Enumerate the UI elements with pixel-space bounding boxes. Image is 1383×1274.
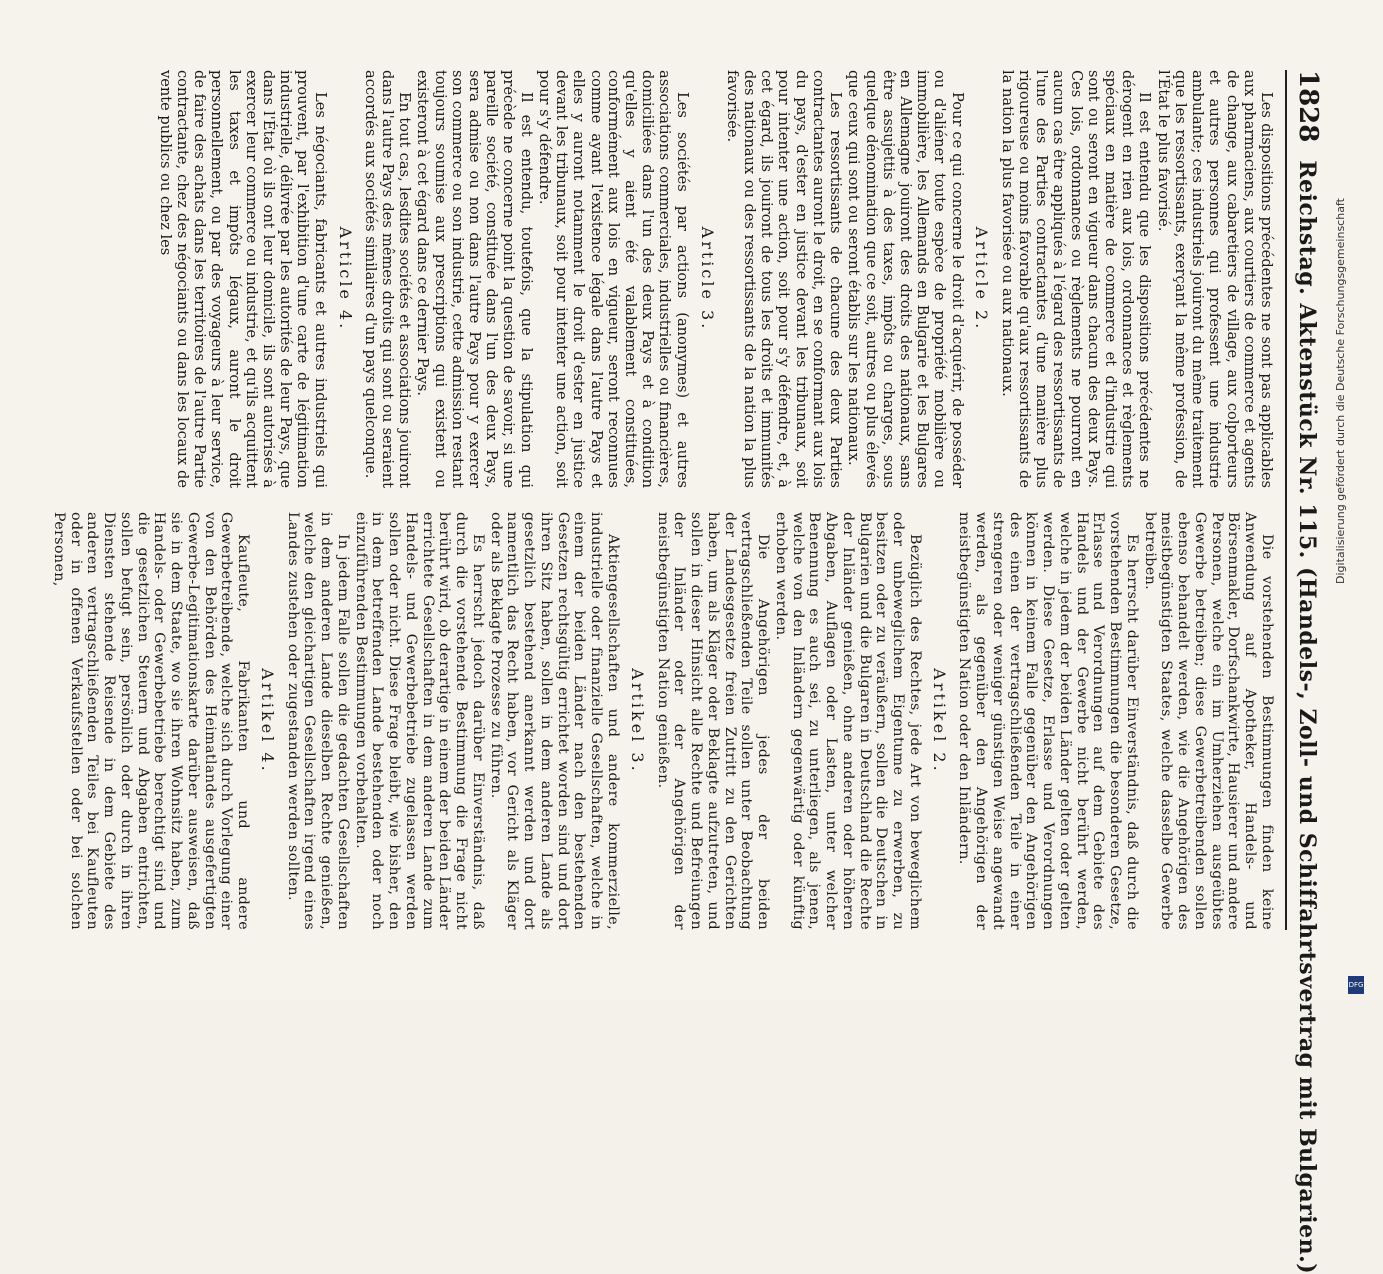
paragraph: Bezüglich des Rechtes, jede Art von beweglichem oder unbeweglichem Eigentume zu erwerben, zu besitzen oder zu veräußern, sollen die Deutschen in Bulgarien und die Bulgaren in Deutschland die Rechte der Inländer genießen, ohne anderen oder höheren Abgaben, Auflagen oder Lasten, unter welcher Benennung es auch sei, zu unterliegen, als jenen, welche von den Inländern gegenwärtig oder künftig erhoben werden. xyxy=(772,512,923,930)
dfg-logo-icon: DFG xyxy=(1348,976,1364,994)
paragraph: In jedem Falle sollen die gedachten Gesellschaften in dem anderen Lande dieselben Rechte genießen, welche den gleichartigen Gesellschaften irgend eines Landes zustehen oder zugestanden werden sollten. xyxy=(284,512,351,930)
paragraph: Aktiengesellschaften und andere kommerzielle, industrielle oder finanzielle Gesellschaften, welche in einem der beiden Länder nach den bestehenden Gesetzen rechtsgültig errichtet worden sind und dort ihren Sitz haben, sollen in dem anderen Lande als gesetzlich bestehend anerkannt werden und dort namentlich das Recht haben, vor Gericht als Kläger oder als Beklagte Prozesse zu führen. xyxy=(487,512,621,930)
text-columns xyxy=(50,70,1275,930)
paragraph: Les dispositions précédentes ne sont pas applicables aux pharmaciens, aux courtiers de commerce et agents de change, aux cabaretiers de village, aux colporteurs et autres personnes qui professent une industrie ambulante; ces industriels jouiront du même traitement que les ressortissants, exerçant la même profession, de l'État le plus favorisé. xyxy=(1154,70,1275,488)
paragraph: Pour ce qui concerne le droit d'acquérir, de posséder ou d'aliéner toute espèce de propriété mobilière ou immobilière, les Allemands en Bulgarie et les Bulgares en Allemagne jouiront des droits des nationaux, sans être assujettis à des taxes, impôts ou charges, sous quelque dénomination que ce soit, autres ou plus élevés que ceux qui sont ou seront établis sur les nationaux. xyxy=(845,70,966,488)
paragraph: Es herrscht jedoch darüber Einverständnis, daß durch die vorstehende Bestimmung die Frage nicht berührt wird, ob derartige in einem der beiden Länder errichtete Gesellschaften in dem anderen Lande zum Handels- und Gewerbebetriebe zugelassen werden sollen oder nicht. Diese Frage bleibt, wie bisher, den in dem betreffenden Lande bestehenden oder noch einzuführenden Bestimmungen vorbehalten. xyxy=(352,512,486,930)
paragraph: Les négociants, fabricants et autres industriels qui prouvent, par l'exhibition d'une carte de légitimation industrielle, délivrée par les autorités de leur Pays, que dans l'État où ils ont leur domicile, ils sont autorisés à exercer leur commerce ou industrie, et qu'ils acquittent les taxes et impôts légaux, auront le droit personnellement, ou par des voyageurs à leur service, de faire des achats dans les territoires de l'autre Partie contractante, chez des négociants ou dans les locaux de vente publics ou chez les xyxy=(156,70,329,488)
article-heading: Artikel 3. xyxy=(627,668,647,774)
paragraph: Les sociétés par actions (anonymes) et autres associations commerciales, industrielles ou financières, domiciliées dans l'un des deux Pays et à condition qu'elles y aient été valablement constituées, conformément aux lois en vigueur, seront reconnues comme ayant l'existence légale dans l'autre Pays et elles y auront notamment le droit d'ester en justice devant les tribunaux, soit pour intenter une action, soit pour s'y défendre. xyxy=(535,70,691,488)
page-header xyxy=(1285,70,1323,1274)
article-heading: Artikel 4. xyxy=(258,668,277,774)
french-column xyxy=(85,70,1275,488)
article-heading: Article 3. xyxy=(697,226,717,332)
paragraph: Die Angehörigen jedes der beiden vertragschließenden Teile sollen unter Beobachtung der Landesgesetze freien Zutritt zu den Gerichten haben, um als Kläger oder Beklagte aufzutreten, und sollen in dieser Hinsicht alle Rechte und Befreiungen der Inländer oder der Angehörigen der meistbegünstigten Nation genießen. xyxy=(654,512,772,930)
paragraph: Il est entendu, toutefois, que la stipulation qui précède ne concerne point la question de savoir, si une pareille société, constituée dans l'un des deux Pays, sera admise ou non dans l'autre Pays pour y exercer son commerce ou son industrie, cette admission restant toujours soumise aux prescriptions qui existent ou existeront à cet égard dans ce dernier Pays. xyxy=(414,70,535,488)
page-title: Reichstag. Aktenstück Nr. 115. (Handels-, Zoll- und Schiffahrtsvertrag mit Bulgarien.) xyxy=(1294,160,1320,1274)
paragraph: Die vorstehenden Bestimmungen finden keine Anwendung auf Apotheker, Handels- und Börsenmakler, Dorfschankwirte, Hausierer und andere Personen, welche ein im Umherziehen ausgeübtes Gewerbe betreiben; diese Gewerbetreibenden sollen ebenso behandelt werden, wie die Angehörigen des meistbegünstigten Staates, welche dasselbe Gewerbe betreiben. xyxy=(1141,512,1275,930)
article-heading: Article 4. xyxy=(335,226,355,332)
article-heading: Artikel 2. xyxy=(929,668,949,774)
article-heading: Article 2. xyxy=(972,226,992,332)
german-column xyxy=(50,512,1275,930)
paragraph: Les ressortissants de chacune des deux Parties contractantes auront le droit, en se conformant aux lois du pays, d'ester en justice devant les tribunaux, soit pour intenter une action, soit pour s'y défendre, et, à cet égard, ils jouiront de tous les droits et immunités des nationaux ou des ressortissants de la nation la plus favorisée. xyxy=(723,70,845,488)
digitization-footer xyxy=(1334,0,1383,1000)
paragraph: Kaufleute, Fabrikanten und andere Gewerbetreibende, welche sich durch Vorlegung einer von den Behörden des Heimatlandes ausgefertigten Gewerbe-Legitimationskarte darüber ausweisen, daß sie in dem Staate, wo sie ihren Wohnsitz haben, zum Handels- oder Gewerbebetriebe berechtigt sind und die gesetzlichen Steuern und Abgaben entrichten, sollen befugt sein, persönlich oder durch in ihren Diensten stehende Reisende in dem Gebiete des anderen vertragschließenden Teiles bei Kaufleuten oder in offenen Verkaufsstellen oder bei solchen Personen, xyxy=(50,512,252,930)
paragraph: Es herrscht darüber Einverständnis, daß durch die vorstehenden Bestimmungen die besonderen Gesetze, Erlasse und Verordnungen auf dem Gebiete des Handels und der Gewerbe nicht berührt werden, welche in jedem der beiden Länder gelten oder gelten werden. Diese Gesetze, Erlasse und Verordnungen können in keinem Falle gegenüber den Angehörigen des einen der vertragschließenden Teile in einer strengeren oder weniger günstigen Weise angewandt werden, als gegenüber den Angehörigen der meistbegünstigten Nation oder den Inländern. xyxy=(956,512,1140,930)
paragraph: En tout cas, lesdites sociétés et associations jouiront dans l'autre Pays des mêmes droits qui sont ou seraient accordés aux sociétés similaires d'un pays quelconque. xyxy=(361,70,414,488)
funding-credit: Digitalisierung gefördert durch die Deutsche Forschungsgemeinschaft xyxy=(1334,198,1347,585)
paragraph: Il est entendu que les dispositions précédentes ne dérogent en rien aux lois, ordonnances et règlements spéciaux en matière de commerce et d'industrie qui sont ou seront en vigueur dans chacun des deux Pays. Ces lois, ordonnances ou règlements ne pourront en aucun cas être appliqués à l'égard des ressortissants de l'une des Parties contractantes d'une manière plus rigoureuse ou moins favorable qu'aux ressortissants de la nation la plus favorisée ou aux nationaux. xyxy=(998,70,1154,488)
page-number: 1828 xyxy=(1293,70,1323,143)
